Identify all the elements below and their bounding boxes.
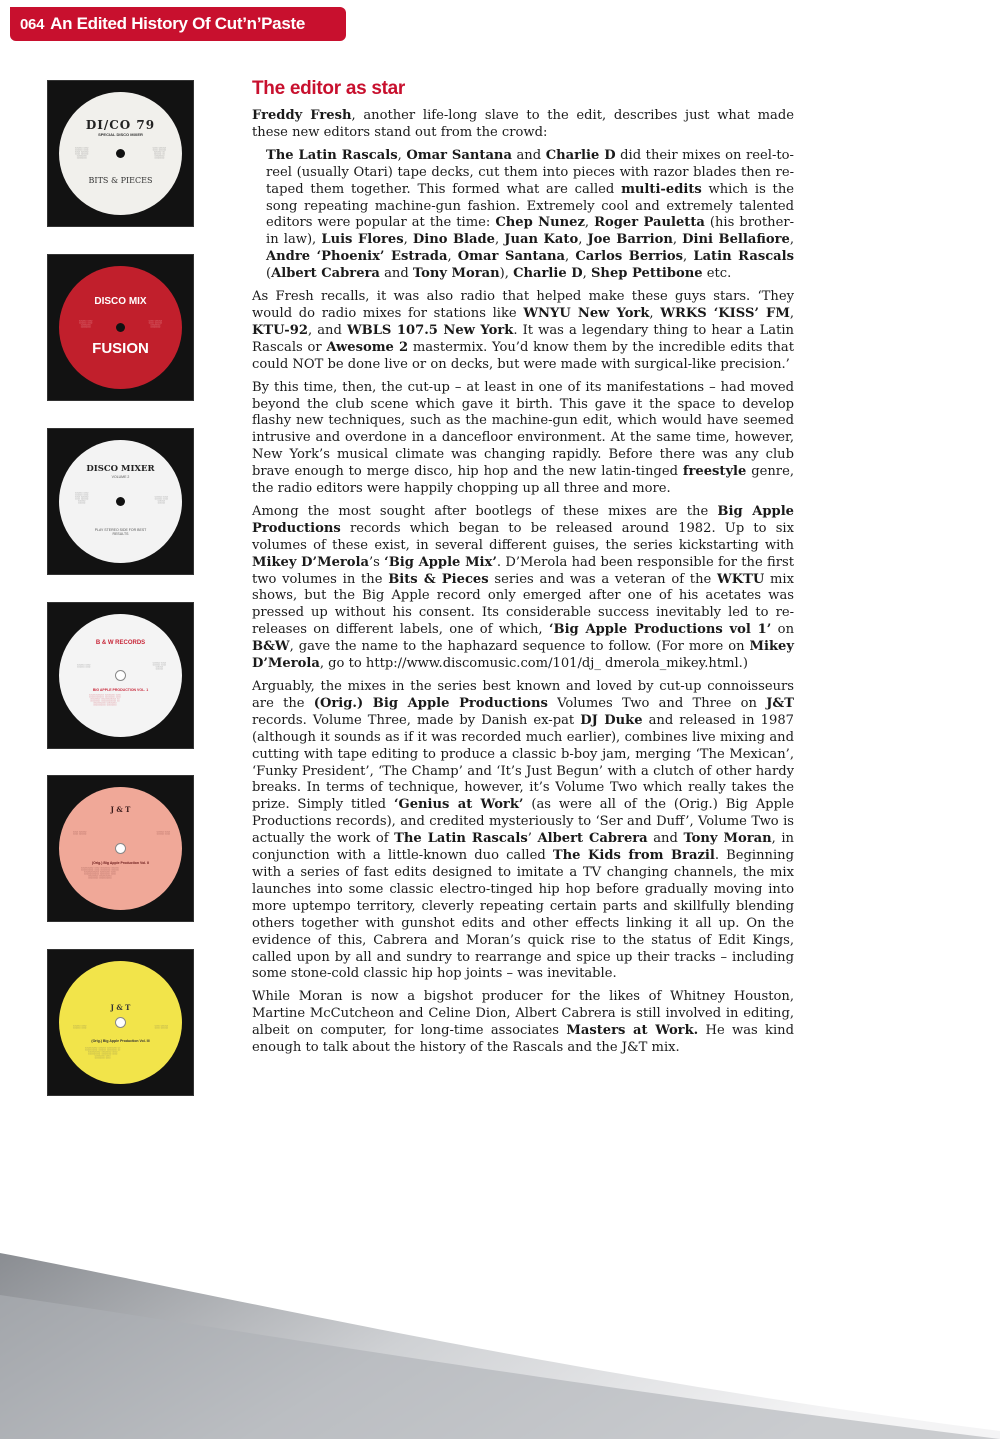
bold-name: WRKS ‘KISS’ FM bbox=[660, 305, 790, 321]
record-label bbox=[59, 961, 182, 1084]
bold-name: Carlos Berrios bbox=[575, 249, 684, 265]
bold-name: WKTU bbox=[717, 571, 765, 587]
bold-name: Joe Barrion bbox=[587, 232, 673, 248]
paragraph-cut-up: By this time, then, the cut-up – at least in one of its manifestations – had moved beyond the club scene which gave it birth. This gave it the space to develop flashy new techniques, such as the machine-gun edit, which would have seemed intrusive and overdone in a dancefloor environment. At the same time, however, New York’s musical climate was changing rapidly. Before there was any club brave enough to merge disco, hip hop and the new latin-tinged freestyle genre, the radio editors were happily chopping up all three and more. bbox=[252, 379, 794, 497]
bold-name: KTU-92 bbox=[252, 322, 308, 338]
record-disco-79 bbox=[48, 81, 193, 226]
label-fineprint: ░░ ░░░ bbox=[154, 1025, 168, 1029]
bold-name: ‘Big Apple Mix’ bbox=[384, 554, 497, 570]
bold-name: Bits & Pieces bbox=[388, 571, 489, 587]
bold-name: Tony Moran bbox=[412, 266, 500, 282]
label-fineprint: ░░ ░░░ ░░░░ bbox=[148, 320, 162, 328]
bold-name: Roger Pauletta bbox=[594, 215, 705, 231]
bold-name: Latin Rascals bbox=[693, 249, 794, 265]
record-footer: BITS & PIECES bbox=[88, 176, 153, 185]
spindle-hole bbox=[115, 843, 126, 854]
label-fineprint: ░░░░░ ░░ ░░░░ ░░░ ░░░░░░ ░░░░ ░░ ░░░░ ░░░░░ bbox=[81, 867, 119, 879]
record-title: DISCO MIXER bbox=[86, 464, 155, 474]
record-label bbox=[59, 92, 182, 215]
spindle-hole bbox=[115, 670, 126, 681]
label-fineprint: ░░░░░░ ░░░░ ░░ ░░░░ ░░░░░░ ░ ░░░░░ ░░░░ bbox=[89, 694, 121, 706]
bold-name: Dini Bellafiore bbox=[682, 232, 790, 248]
bold-name: Charlie D bbox=[513, 266, 583, 282]
record-footer: PLAY STEREO SIDE FOR BEST RESULTS bbox=[94, 528, 147, 536]
record-jt-records-vol-2 bbox=[48, 776, 193, 921]
section-heading: The editor as star bbox=[252, 78, 405, 99]
record-title: B & W RECORDS bbox=[95, 640, 146, 646]
record-subtitle: SPECIAL DISCO MIXER bbox=[98, 132, 143, 137]
label-fineprint: ░░░ ░░ ░░ ░░░ ░░░░ bbox=[75, 147, 89, 159]
bold-name: Mikey D’Merola bbox=[252, 554, 369, 570]
record-title: DI/CO 79 bbox=[85, 118, 156, 132]
record-title: DISCO MIX bbox=[94, 296, 147, 307]
bold-name: ‘Big Apple Productions vol 1’ bbox=[548, 622, 772, 638]
bold-name: The Kids from Brazil bbox=[552, 848, 715, 864]
paragraph-moran: While Moran is now a bigshot producer for the likes of Whitney Houston, Martine McCutcheon and Celine Dion, Albert Cabrera is still involved in editing, albeit on computer, for long-time associates Masters at Work. He was kind enough to talk about the history of the Rascals and the J&T mix. bbox=[252, 989, 794, 1056]
bold-name: (Orig.) Big Apple Productions bbox=[313, 695, 548, 711]
record-bw-records bbox=[48, 603, 193, 748]
bold-name: DJ Duke bbox=[580, 712, 643, 728]
record-subtitle: (Orig.) Big Apple Production Vol. III bbox=[91, 1039, 150, 1043]
bold-name: Albert Cabrera bbox=[271, 266, 380, 282]
label-fineprint: ░░░░░ ░░░ ░░░░ ░ ░░░░░ ░░░░ ░░ ░░░░ ░░ bbox=[85, 1047, 121, 1059]
label-fineprint: ░░░ ░░ ░░░░ bbox=[79, 320, 93, 328]
label-fineprint: ░░░ ░░ ░░ ░░░ ░░░ bbox=[75, 492, 89, 504]
label-fineprint: ░░ ░░░ bbox=[73, 831, 87, 835]
bold-name: J&T bbox=[766, 695, 794, 711]
bold-name: Omar Santana bbox=[406, 147, 512, 163]
bold-name: Big Apple Productions bbox=[252, 503, 794, 536]
spindle-hole bbox=[116, 497, 125, 506]
bold-name: Charlie D bbox=[545, 147, 616, 163]
record-disco-mixer bbox=[48, 429, 193, 574]
article bbox=[252, 78, 794, 1063]
bold-name: Masters at Work. bbox=[566, 1023, 699, 1039]
paragraph-radio: As Fresh recalls, it was also radio that helped make these guys stars. ‘They would do radio mixes for stations like WNYU New York, WRKS ‘KISS’ FM, KTU-92, and WBLS 107.5 New York. It was a legendary thing to hear a Latin Rascals or Awesome 2 mastermix. You’d know them by the incredible edits that could NOT be done live or on decks, but were made with surgical-like precision.’ bbox=[252, 289, 795, 372]
page-number: 064 bbox=[20, 16, 45, 33]
bold-name: multi-edits bbox=[621, 181, 702, 197]
spindle-hole bbox=[116, 149, 125, 158]
spindle-hole bbox=[115, 1017, 126, 1028]
record-subtitle: FUSION bbox=[92, 340, 149, 357]
label-fineprint: ░░░ ░░ bbox=[77, 664, 91, 668]
record-title: J & T bbox=[110, 805, 131, 814]
page-header bbox=[10, 7, 346, 41]
paragraph-intro: Freddy Fresh, another life-long slave to the edit, describes just what made these new editors stand out from the crowd: bbox=[252, 108, 794, 140]
record-subtitle: VOLUME 2 bbox=[111, 475, 130, 479]
bold-name: Omar Santana bbox=[457, 249, 565, 265]
bold-name: B&W bbox=[252, 639, 290, 655]
bold-name: Juan Kato bbox=[504, 232, 579, 248]
record-subtitle: (Orig.) Big Apple Production Vol. II bbox=[91, 861, 150, 865]
label-fineprint: ░░░ ░░ bbox=[73, 1025, 87, 1029]
record-title: J & T bbox=[110, 1003, 131, 1012]
page-curl-shadow bbox=[0, 1235, 1000, 1439]
record-jt-records-vol-3 bbox=[48, 950, 193, 1095]
record-label bbox=[59, 787, 182, 910]
record-label bbox=[59, 266, 182, 389]
label-fineprint: ░░░ ░░ bbox=[156, 831, 170, 835]
bold-name: The Latin Rascals bbox=[266, 147, 398, 163]
quote-block: The Latin Rascals, Omar Santana and Charlie D did their mixes on reel-to-reel (usually Otari) tape decks, cut them into pieces with razor blades then re-taped them together. This formed what are called multi-edits which is the song repeating machine-gun fashion. Extremely cool and extremely talented editors were popular at the time: Chep Nunez, Roger Pauletta (his brother-in law), Luis Flores, Dino Blade, Juan Kato, Joe Barrion, Dini Bellafiore, Andre ‘Phoenix’ Estrada, Omar Santana, Carlos Berrios, Latin Rascals (Albert Cabrera and Tony Moran), Charlie D, Shep Pettibone etc. bbox=[266, 147, 794, 282]
bold-name: Shep Pettibone bbox=[590, 266, 703, 282]
record-disco-mix-fusion bbox=[48, 255, 193, 400]
label-fineprint: ░░░ ░░ ░░░ bbox=[152, 662, 166, 670]
book-title: An Edited History Of Cut’n’Paste bbox=[50, 14, 306, 33]
bold-name: Mikey D’Merola bbox=[252, 639, 794, 672]
spindle-hole bbox=[116, 323, 125, 332]
bold-name: The Latin Rascals bbox=[394, 831, 528, 847]
paragraph-jt-mixes: Arguably, the mixes in the series best known and loved by cut-up connoisseurs are the (Orig.) Big Apple Productions Volumes Two and Three on J&T records. Volume Three, made by Danish ex-pat DJ Duke and released in 1987 (although it sounds as if it was recorded much earlier), combines live mixing and cutting with tape editing to produce a classic b-boy jam, merging ‘The Mexican’, ‘Funky President’, ‘The Champ’ and ‘It’s Just Begun’ with a clutch of other hardy breaks. In terms of technique, however, it’s Volume Two which really takes the prize. Simply titled ‘Genius at Work’ (as were all of the (Orig.) Big Apple Productions records), and credited mysteriously to ‘Ser and Duff’, Volume Two is actually the work of The Latin Rascals’ Albert Cabrera and Tony Moran, in conjunction with a little-known duo called The Kids from Brazil. Beginning with a series of fast edits designed to imitate a TV changing channels, the mix launches into some classic electro-tinged hip hop before gradually moving into more uptempo territory, cleverly repeating certain parts and skillfully blending others together with gunshot edits and other effects linking it all up. On the evidence of this, Cabrera and Moran’s quick rise to the status of Edit Kings, called upon by all and sundry to rearrange and spice up their tracks – including some stone-cold classic hip hop joints – was inevitable. bbox=[252, 679, 794, 982]
paragraph-big-apple: Among the most sought after bootlegs of these mixes are the Big Apple Productions records which began to be released around 1982. Up to six volumes of these exist, in several different guises, the series kickstarting with Mikey D’Merola’s ‘Big Apple Mix’. D’Merola had been responsible for the first two volumes in the Bits & Pieces series and was a veteran of the WKTU mix shows, but the Big Apple record only emerged after one of his acetates was pressed up without his consent. Its considerable success inevitably led to re-releases on different labels, one of which, ‘Big Apple Productions vol 1’ on B&W, gave the name to the haphazard sequence to follow. (For more on Mikey D’Merola, go to http://www.discomusic.com/101/dj_ dmerola_mikey.html.) bbox=[252, 503, 795, 672]
record-label bbox=[59, 440, 182, 563]
bold-name: Dino Blade bbox=[412, 232, 495, 248]
bold-name: Chep Nunez bbox=[495, 215, 585, 231]
record-subtitle: BIG APPLE PRODUCTION VOL. 1 bbox=[92, 688, 149, 692]
label-fineprint: ░░ ░░░ ░░░ ░ ░░░░ bbox=[152, 147, 166, 159]
bold-name: Tony Moran bbox=[683, 831, 772, 847]
bold-name: WBLS 107.5 New York bbox=[346, 322, 514, 338]
bold-name: Andre ‘Phoenix’ Estrada bbox=[266, 249, 448, 265]
record-label bbox=[59, 614, 182, 737]
bold-name: WNYU New York bbox=[523, 305, 650, 321]
bold-name: Albert Cabrera bbox=[537, 831, 648, 847]
bold-name: Luis Flores bbox=[321, 232, 404, 248]
bold-name: Freddy Fresh bbox=[252, 108, 352, 123]
bold-name: Awesome 2 bbox=[326, 339, 409, 355]
bold-name: freestyle bbox=[682, 464, 747, 480]
bold-name: ‘Genius at Work’ bbox=[393, 797, 524, 813]
label-fineprint: ░░░ ░░ ░░░ bbox=[154, 496, 168, 504]
